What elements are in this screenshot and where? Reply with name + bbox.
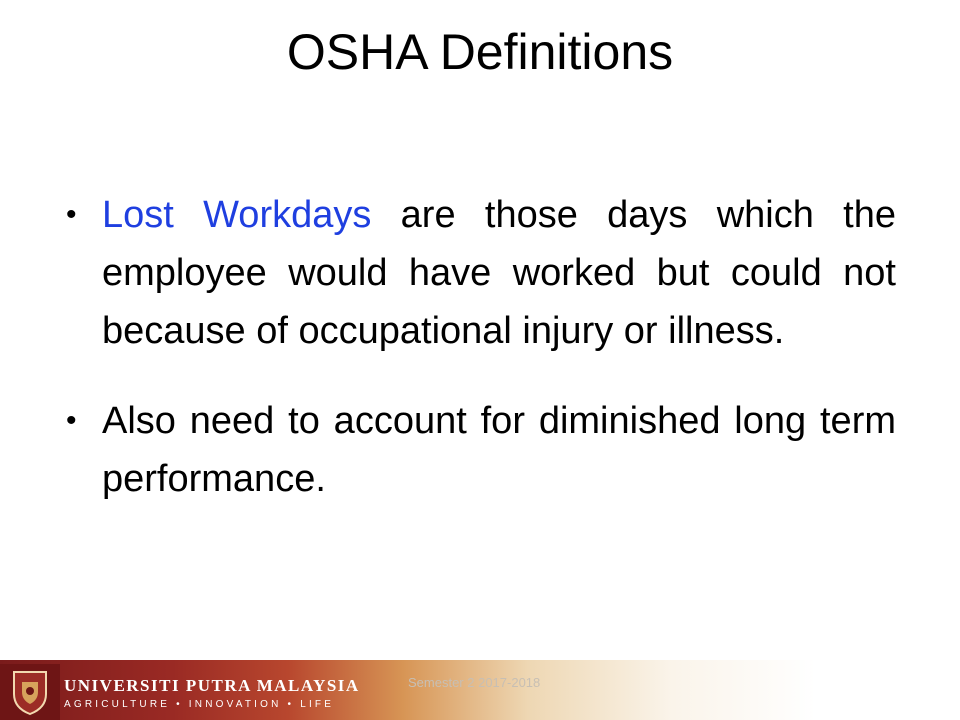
upm-crest-icon: [0, 664, 60, 720]
bullet-list: [62, 186, 896, 540]
bullet-term: Lost Workdays: [102, 194, 372, 236]
bullet-item-diminished-performance: [62, 392, 896, 508]
bullet-icon: •: [66, 198, 77, 231]
university-name: UNIVERSITI PUTRA MALAYSIA: [64, 676, 360, 695]
bullet-item-lost-workdays: [62, 186, 896, 360]
bullet-text: are those days which the employee would have worked but could not because of occupational injury or illness.: [102, 194, 896, 352]
bullet-text: Also need to account for diminished long term performance.: [102, 400, 896, 500]
bullet-icon: •: [66, 404, 77, 437]
university-tagline: AGRICULTURE • INNOVATION • LIFE: [64, 699, 335, 710]
slide-title: OSHA Definitions: [286, 24, 674, 80]
semester-label: Semester 2 2017-2018: [408, 675, 541, 690]
